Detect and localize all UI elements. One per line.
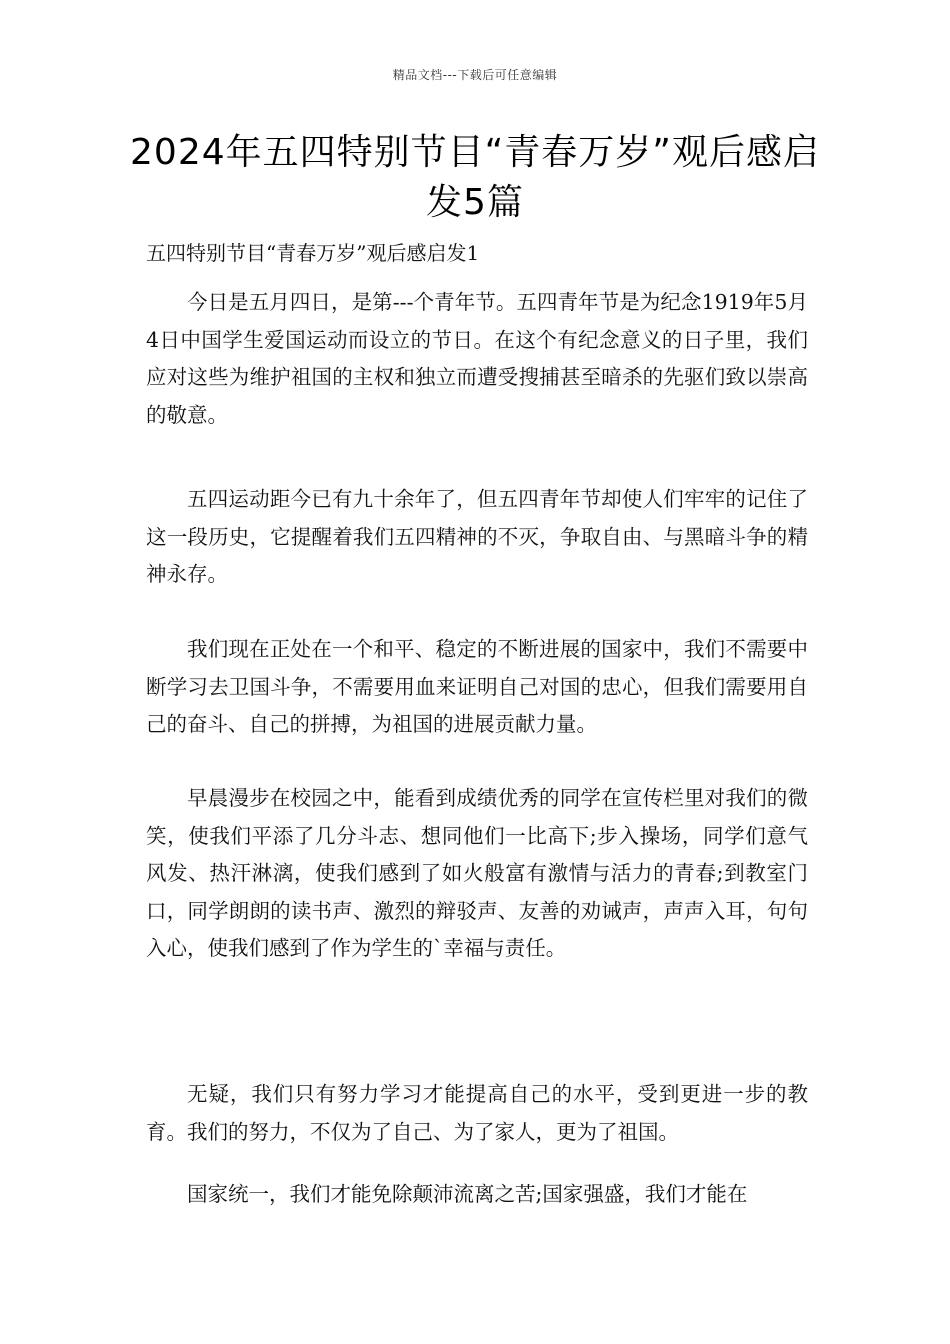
document-title: 2024年五四特别节目“青春万岁”观后感启发5篇: [130, 132, 820, 223]
paragraph-4: 早晨漫步在校园之中，能看到成绩优秀的同学在宣传栏里对我们的微笑，使我们平添了几分斗志、想同他们一比高下;步入操场，同学们意气风发、热汗淋漓，使我们感到了如火般富有激情与活力的青春;到教室门口，同学朗朗的读书声、激烈的辩驳声、友善的劝诫声，声声入耳，句句入心，使我们感到了作为学生的`幸福与责任。: [146, 786, 808, 960]
paragraph-1: 今日是五月四日，是第---个青年节。五四青年节是为纪念1919年5月4日中国学生爱国运动而设立的节日。在这个有纪念意义的日子里，我们应对这些为维护祖国的主权和独立而遭受搜捕甚至暗杀的先驱们致以崇高的敬意。: [146, 290, 808, 427]
header-note: 精品文档---下载后可任意编辑: [392, 68, 558, 82]
paragraph-5: 无疑，我们只有努力学习才能提高自己的水平，受到更进一步的教育。我们的努力，不仅为了自己、为了家人，更为了祖国。: [146, 1082, 808, 1144]
paragraph-6: 国家统一，我们才能免除颠沛流离之苦;国家强盛，我们才能在: [187, 1182, 748, 1206]
section-heading: 五四特别节目“青春万岁”观后感启发1: [146, 241, 480, 265]
paragraph-3: 我们现在正处在一个和平、稳定的不断进展的国家中，我们不需要中断学习去卫国斗争，不需要用血来证明自己对国的忠心，但我们需要用自己的奋斗、自己的拼搏，为祖国的进展贡献力量。: [146, 637, 808, 736]
paragraph-2: 五四运动距今已有九十余年了，但五四青年节却使人们牢牢的记住了这一段历史，它提醒着我们五四精神的不灭，争取自由、与黑暗斗争的精神永存。: [146, 487, 808, 586]
